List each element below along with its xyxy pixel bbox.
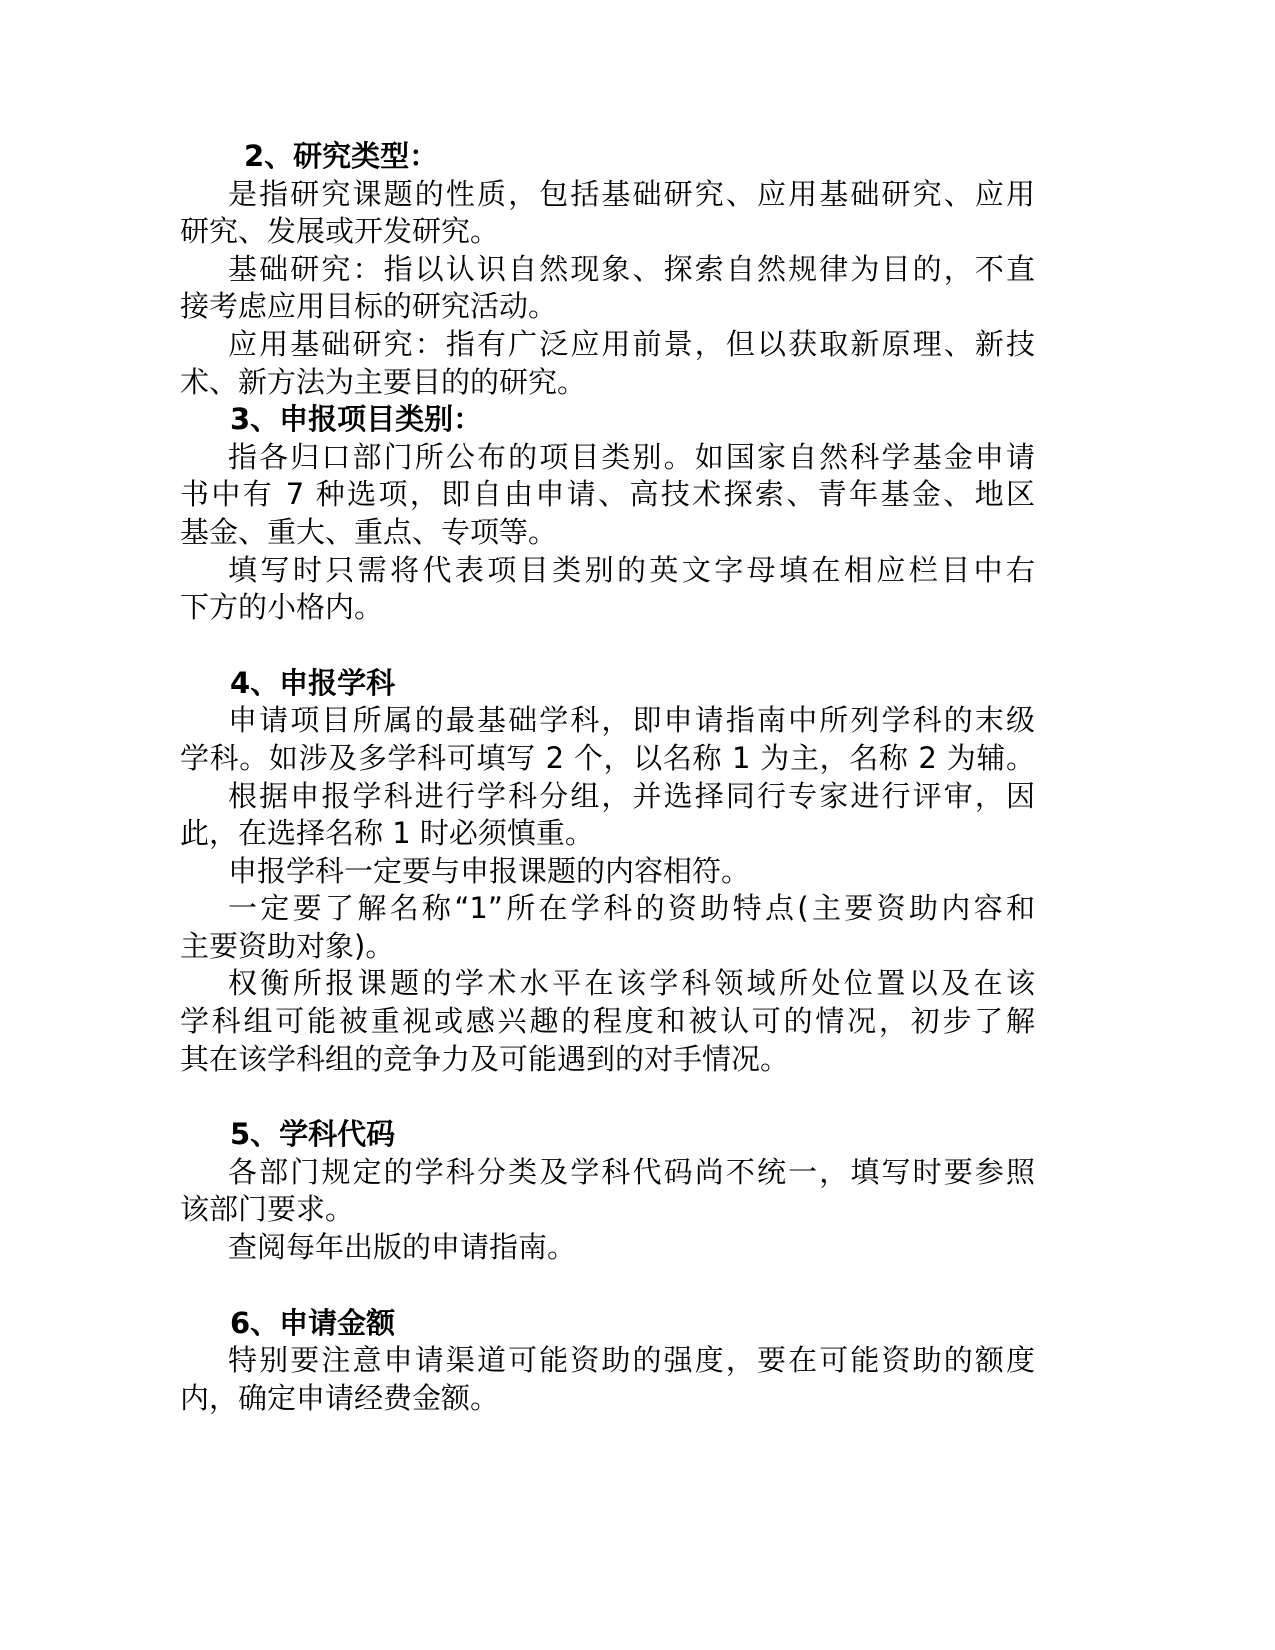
paragraph-line: 基础研究：指以认识自然现象、探索自然规律为目的，不直 xyxy=(228,251,1035,286)
paragraph-line: 指各归口部门所公布的项目类别。如国家自然科学基金申请 xyxy=(228,439,1035,474)
paragraph-line: 各部门规定的学科分类及学科代码尚不统一，填写时要参照 xyxy=(228,1154,1035,1189)
paragraph-line: 查阅每年出版的申请指南。 xyxy=(228,1230,577,1265)
section-heading: 5、学科代码 xyxy=(230,1117,396,1152)
paragraph-line: 其在该学科组的竞争力及可能遇到的对手情况。 xyxy=(180,1041,790,1076)
paragraph-line: 研究、发展或开发研究。 xyxy=(180,214,500,249)
document-page xyxy=(180,138,1035,1417)
paragraph-line: 书中有 7 种选项，即自由申请、高技术探索、青年基金、地区 xyxy=(180,477,1035,512)
paragraph-line: 填写时只需将代表项目类别的英文字母填在相应栏目中右 xyxy=(228,552,1035,587)
section-spacer xyxy=(180,1267,1035,1305)
paragraph-line: 该部门要求。 xyxy=(180,1192,355,1227)
paragraph-line: 内，确定申请经费金额。 xyxy=(180,1380,500,1415)
paragraph-line: 基金、重大、重点、专项等。 xyxy=(180,514,558,549)
paragraph-line: 申报学科一定要与申报课题的内容相符。 xyxy=(228,853,751,888)
paragraph-line: 是指研究课题的性质，包括基础研究、应用基础研究、应用 xyxy=(228,176,1035,211)
paragraph-line: 特别要注意申请渠道可能资助的强度，要在可能资助的额度 xyxy=(228,1343,1035,1378)
paragraph-line: 根据申报学科进行学科分组，并选择同行专家进行评审，因 xyxy=(228,778,1035,813)
section-heading: 4、申报学科 xyxy=(230,665,396,700)
section-heading: 2、研究类型： xyxy=(244,139,439,173)
paragraph-line: 主要资助对象)。 xyxy=(180,928,395,963)
section-spacer xyxy=(180,627,1035,665)
section-spacer xyxy=(180,1078,1035,1116)
section-heading: 6、申请金额 xyxy=(230,1305,396,1340)
paragraph-line: 申请项目所属的最基础学科，即申请指南中所列学科的末级 xyxy=(228,703,1035,738)
section-discipline-code xyxy=(180,1116,1035,1266)
section-amount xyxy=(180,1305,1035,1418)
section-project-category xyxy=(180,401,1035,627)
paragraph-line: 术、新方法为主要目的的研究。 xyxy=(180,364,587,399)
paragraph-line: 接考虑应用目标的研究活动。 xyxy=(180,289,558,324)
paragraph-line: 下方的小格内。 xyxy=(180,590,384,625)
paragraph-line: 一定要了解名称“1”所在学科的资助特点(主要资助内容和 xyxy=(228,891,1035,926)
section-research-type xyxy=(180,138,1035,401)
paragraph-line: 此，在选择名称 1 时必须慎重。 xyxy=(180,816,594,851)
paragraph-line: 应用基础研究：指有广泛应用前景，但以获取新原理、新技 xyxy=(228,326,1035,361)
section-discipline xyxy=(180,665,1035,1079)
paragraph-line: 学科组可能被重视或感兴趣的程度和被认可的情况，初步了解 xyxy=(180,1004,1035,1039)
section-heading: 3、申报项目类别： xyxy=(230,402,483,437)
paragraph-line: 学科。如涉及多学科可填写 2 个，以名称 1 为主，名称 2 为辅。 xyxy=(180,740,1035,775)
paragraph-line: 权衡所报课题的学术水平在该学科领域所处位置以及在该 xyxy=(228,966,1035,1001)
